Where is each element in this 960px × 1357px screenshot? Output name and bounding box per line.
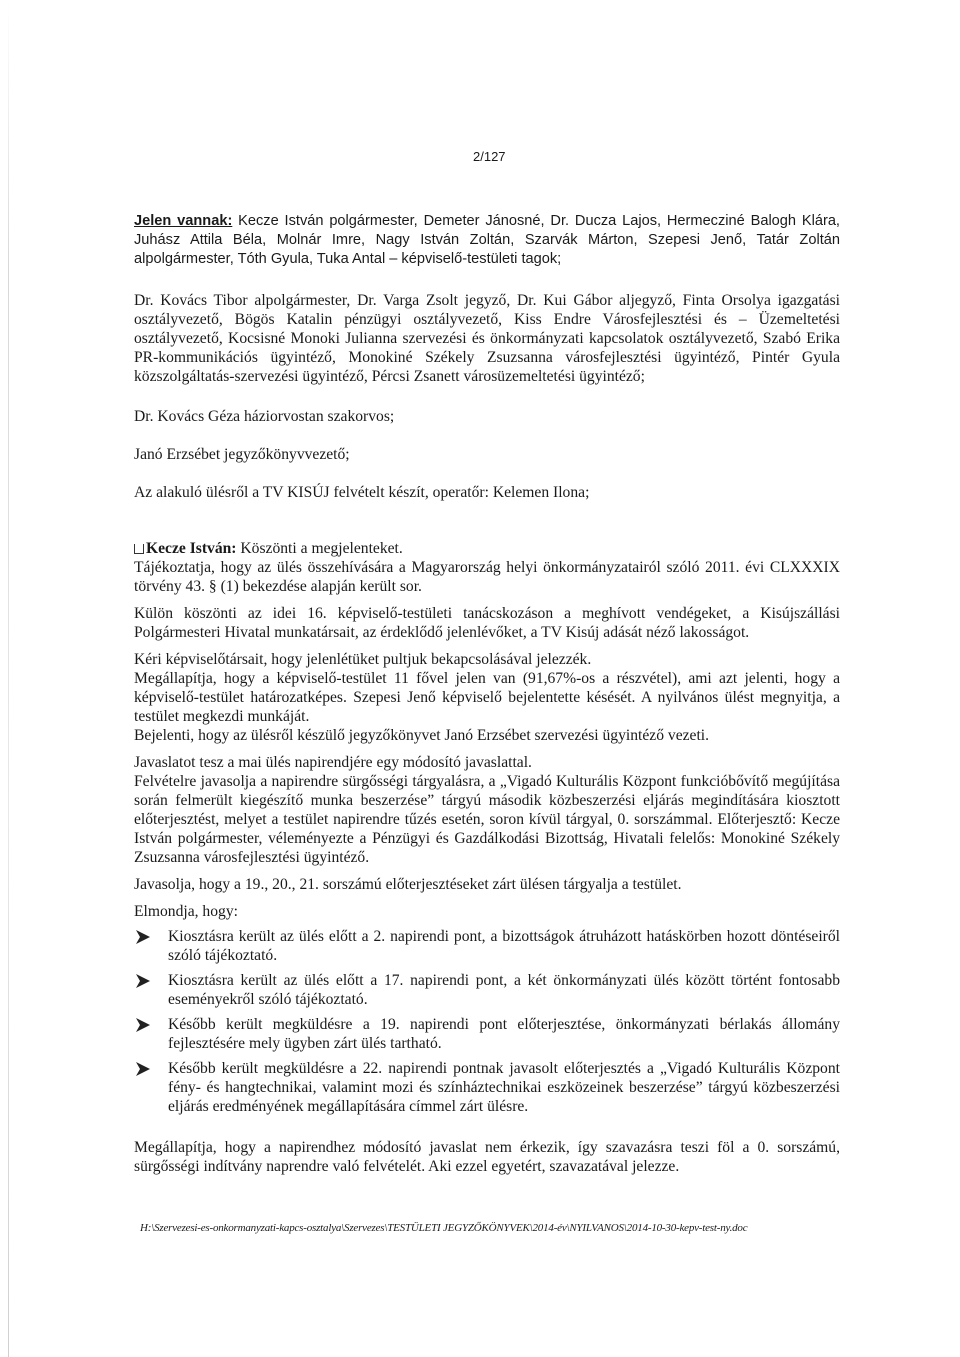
officials-text: Dr. Kovács Tibor alpolgármester, Dr. Varga Zsolt jegyző, Dr. Kui Gábor aljegyző, Finta Orsolya igazgatási osztályvezető, Bögös Katalin pénzügyi osztályvezető, Kiss Endre Városfejlesztési és – Üzemeltetési osztályvezető, Kocsisné Monoki Julianna szervezési és önkormányzati kapcsolatok osztályvezető, Szabó Erika PR-kommunikációs ügyintéző, Monokiné Székely Zsuzsanna városfejlesztési ügyintéző, Pintér Gyula közszolgáltatás-szervezési ügyintéző, Pércsi Zsanett városüzemeltetési ügyintéző; (134, 292, 840, 385)
list-item: Kiosztásra került az ülés előtt a 17. napirendi pont, a két önkormányzati ülés között történt fontosabb eseményekről szóló tájékoztató. (134, 971, 840, 1009)
list-item: Kiosztásra került az ülés előtt a 2. napirendi pont, a bizottságok átruházott hatáskörben hozott döntéseiről szóló tájékoztató. (134, 927, 840, 965)
speech-section (134, 539, 840, 1176)
checkbox-bullet-icon (134, 544, 144, 554)
arrow-bullet-icon (134, 1060, 152, 1078)
arrow-bullet-icon (134, 1016, 152, 1034)
speech-paragraph-3: Kéri képviselőtársait, hogy jelenlétüket pultjuk bekapcsolásával jelezzék. (134, 651, 592, 668)
speech-paragraph-4: Megállapítja, hogy a képviselő-testület 11 fővel jelen van (91,67%-os a részvétel), ami azt jelenti, hogy a képviselő-testület határozatképes. Szepesi Jenő képviselő bejelentette késését. A nyilvános ülést megnyitja, a testület megkezdi munkáját. (134, 670, 840, 725)
speech-paragraph-1: Tájékoztatja, hogy az ülés összehívására a Magyarország helyi önkormányzatairól szóló 2011. évi CLXXXIX törvény 43. § (1) bekezdése alapján került sor. (134, 559, 840, 595)
speech-paragraph-2: Külön köszönti az idei 16. képviselő-testületi tanácskozáson a meghívott vendégeket, a Kisújszállási Polgármesteri Hivatal munkatársait, az érdeklődő jelenlévőket, a TV Kisúj adását néző lakosságot. (134, 605, 840, 641)
arrow-bullet-icon (134, 928, 152, 946)
scan-edge (8, 0, 9, 1357)
doctor-line: Dr. Kovács Géza háziorvostan szakorvos; (134, 408, 395, 425)
present-text: Kecze István polgármester, Demeter Jánosné, Dr. Ducza Lajos, Hermecziné Balogh Klára, Juhász Attila Béla, Molnár Imre, Nagy István Zoltán, Szarvák Márton, Szepesi Jenő, Tatár Zoltán alpolgármester, Tóth Gyula, Tuka Antal – képviselő-testületi tagok; (134, 213, 840, 267)
list-item: Később került megküldésre a 19. napirendi pont előterjesztése, önkormányzati bérlakás állomány fejlesztésére mely ügyben zárt ülés tartható. (134, 1015, 840, 1053)
tv-line: Az alakuló ülésről a TV KISÚJ felvételt készít, operatőr: Kelemen Ilona; (134, 484, 590, 501)
speech-paragraph-7: Felvételre javasolja a napirendre sürgősségi tárgyalásra, a „Vigadó Kulturális Központ funkcióbővítő megújítása során felmerült kiegészítő munka beszerzése” tárgyú második közbeszerzési eljárás megindítására kiosztott előterjesztést, melyet a testület napirendre tűzés esetén, soron kívül tárgyal, 0. sorszámmal. Előterjesztő: Kecze István polgármester, véleményezte a Pénzügyi és Gazdálkodási Bizottság, Hivatali felelős: Monokiné Székely Zsuzsanna városfejlesztési ügyintéző. (134, 773, 840, 866)
list-item: Később került megküldésre a 22. napirendi pontnak javasolt előterjesztés a „Vigadó Kulturális Központ fény- és hangtechnikai, valamint mozi és színháztechnikai eszközeinek beszerzése” tárgyú közbeszerzési eljárás eredményének megállapítására címmel zárt ülésre. (134, 1059, 840, 1116)
present-label: Jelen vannak: (134, 213, 233, 229)
recorder-line: Janó Erzsébet jegyzőkönyvvezető; (134, 446, 350, 463)
officials-paragraph (134, 291, 840, 386)
speech-paragraph-9: Elmondja, hogy: (134, 903, 238, 920)
arrow-bullet-icon (134, 972, 152, 990)
speaker-name: Kecze István: (146, 540, 237, 557)
announcement-list (134, 927, 840, 1116)
speech-paragraph-5: Bejelenti, hogy az ülésről készülő jegyzőkönyvet Janó Erzsébet szervezési ügyintéző vezeti. (134, 727, 710, 744)
page-number: 2/127 (473, 149, 506, 164)
speech-paragraph-6: Javaslatot tesz a mai ülés napirendjére egy módosító javaslattal. (134, 754, 532, 771)
speaker-line: Kecze István: Köszönti a megjelenteket. (134, 539, 840, 558)
file-path-footer: H:\Szervezesi-es-onkormanyzati-kapcs-osztalya\Szervezes\TESTÜLETI JEGYZŐKÖNYVEK\2014-év\NYILVANOS\2014-10-30-kepv-test-ny.doc (140, 1222, 748, 1234)
speech-paragraph-10: Megállapítja, hogy a napirendhez módosító javaslat nem érkezik, így szavazásra teszi föl a 0. sorszámú, sürgősségi indítvány naprendre való felvételét. Aki ezzel egyetért, szavazatával jelezze. (134, 1139, 840, 1175)
present-paragraph (134, 212, 840, 269)
speech-paragraph-8: Javasolja, hogy a 19., 20., 21. sorszámú előterjesztéseket zárt ülésen tárgyalja a testület. (134, 876, 682, 893)
